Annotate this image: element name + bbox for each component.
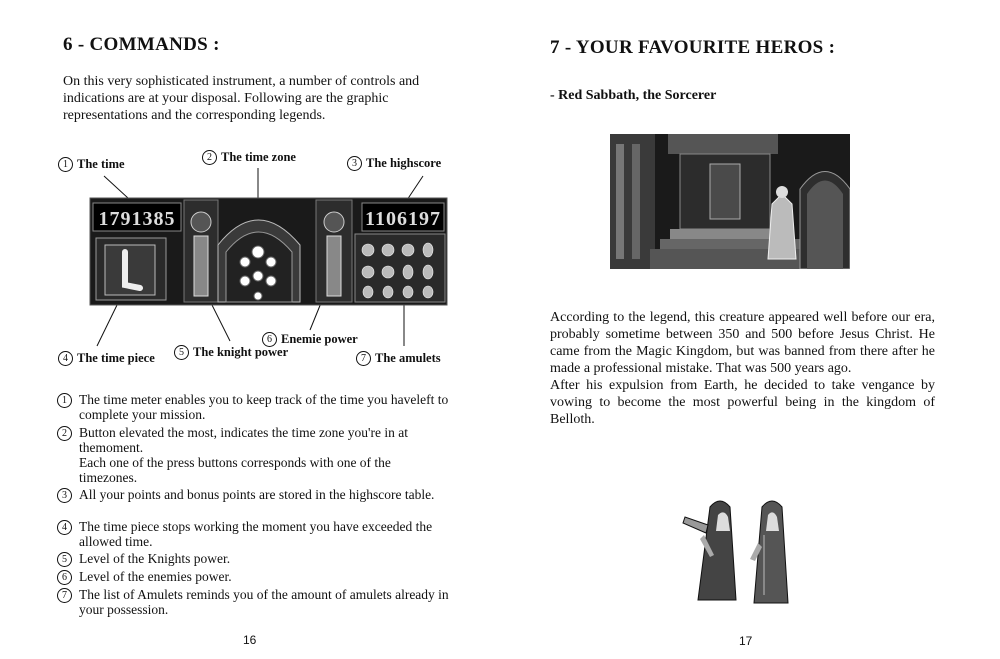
legend-item-6: 6 Level of the enemies power. <box>57 569 452 585</box>
page-number-left: 16 <box>243 633 257 647</box>
score-digits: 1106197 <box>365 208 441 230</box>
throne-icon <box>710 164 740 219</box>
callout-enemie-power: 6 Enemie power <box>262 332 358 348</box>
enemie-power-gauge <box>327 236 341 296</box>
sorcerer-figure <box>768 194 796 259</box>
legend-item-7: 7 The list of Amulets reminds you of the amount of amulets already in your possession. <box>57 587 452 619</box>
callout-time: 1 The time <box>58 157 125 173</box>
legend-item-1: 1 The time meter enables you to keep track of the time you haveleft to complete your mission. <box>57 392 452 424</box>
sorcerer-scene-image <box>610 134 850 269</box>
time-digits: 1791385 <box>98 208 176 230</box>
legend-item-5: 5 Level of the Knights power. <box>57 551 452 567</box>
section-heading-commands: 6 - COMMANDS : <box>63 34 220 55</box>
callout-highscore: 3 The highscore <box>347 156 441 172</box>
intro-paragraph: On this very sophisticated instrument, a number of controls and indications are at your disposal. Following are the graphic representations and the corresponding legends. <box>63 74 420 123</box>
control-panel-illustration <box>0 0 500 400</box>
left-robed-figure <box>683 501 736 600</box>
hero-paragraph-1: According to the legend, this creature appeared well before our era, probably sometime between 350 and 500 before Jesus Christ. He came from the Magic Kingdom, but was banned from there after he made a professional mistake. That was 500 years ago. <box>550 310 935 376</box>
legend-item-3: 3 All your points and bonus points are stored in the highscore table. <box>57 487 452 519</box>
callout-knight-power: 5 The knight power <box>174 345 288 361</box>
right-page <box>500 0 1000 659</box>
callout-time-zone: 2 The time zone <box>202 150 296 166</box>
callout-amulets: 7 The amulets <box>356 351 441 367</box>
legend-item-2: 2 Button elevated the most, indicates the time zone you're in at themoment. Each one of the press buttons corresponds with one of the timezones. <box>57 425 452 489</box>
hero-subheading: - Red Sabbath, the Sorcerer <box>550 88 717 103</box>
right-robed-figure <box>750 501 788 603</box>
knight-power-gauge <box>194 236 208 296</box>
robed-figures-image <box>680 495 810 607</box>
hero-paragraph-2: After his expulsion from Earth, he decided to take vengance by vowing to become the most powerful being in the kingdom of Belloth. <box>550 378 935 427</box>
page-number-right: 17 <box>739 634 753 648</box>
callout-time-piece: 4 The time piece <box>58 351 155 367</box>
legend-item-4: 4 The time piece stops working the moment you have exceeded the allowed time. <box>57 519 452 551</box>
section-heading-heros: 7 - YOUR FAVOURITE HEROS : <box>550 37 836 58</box>
